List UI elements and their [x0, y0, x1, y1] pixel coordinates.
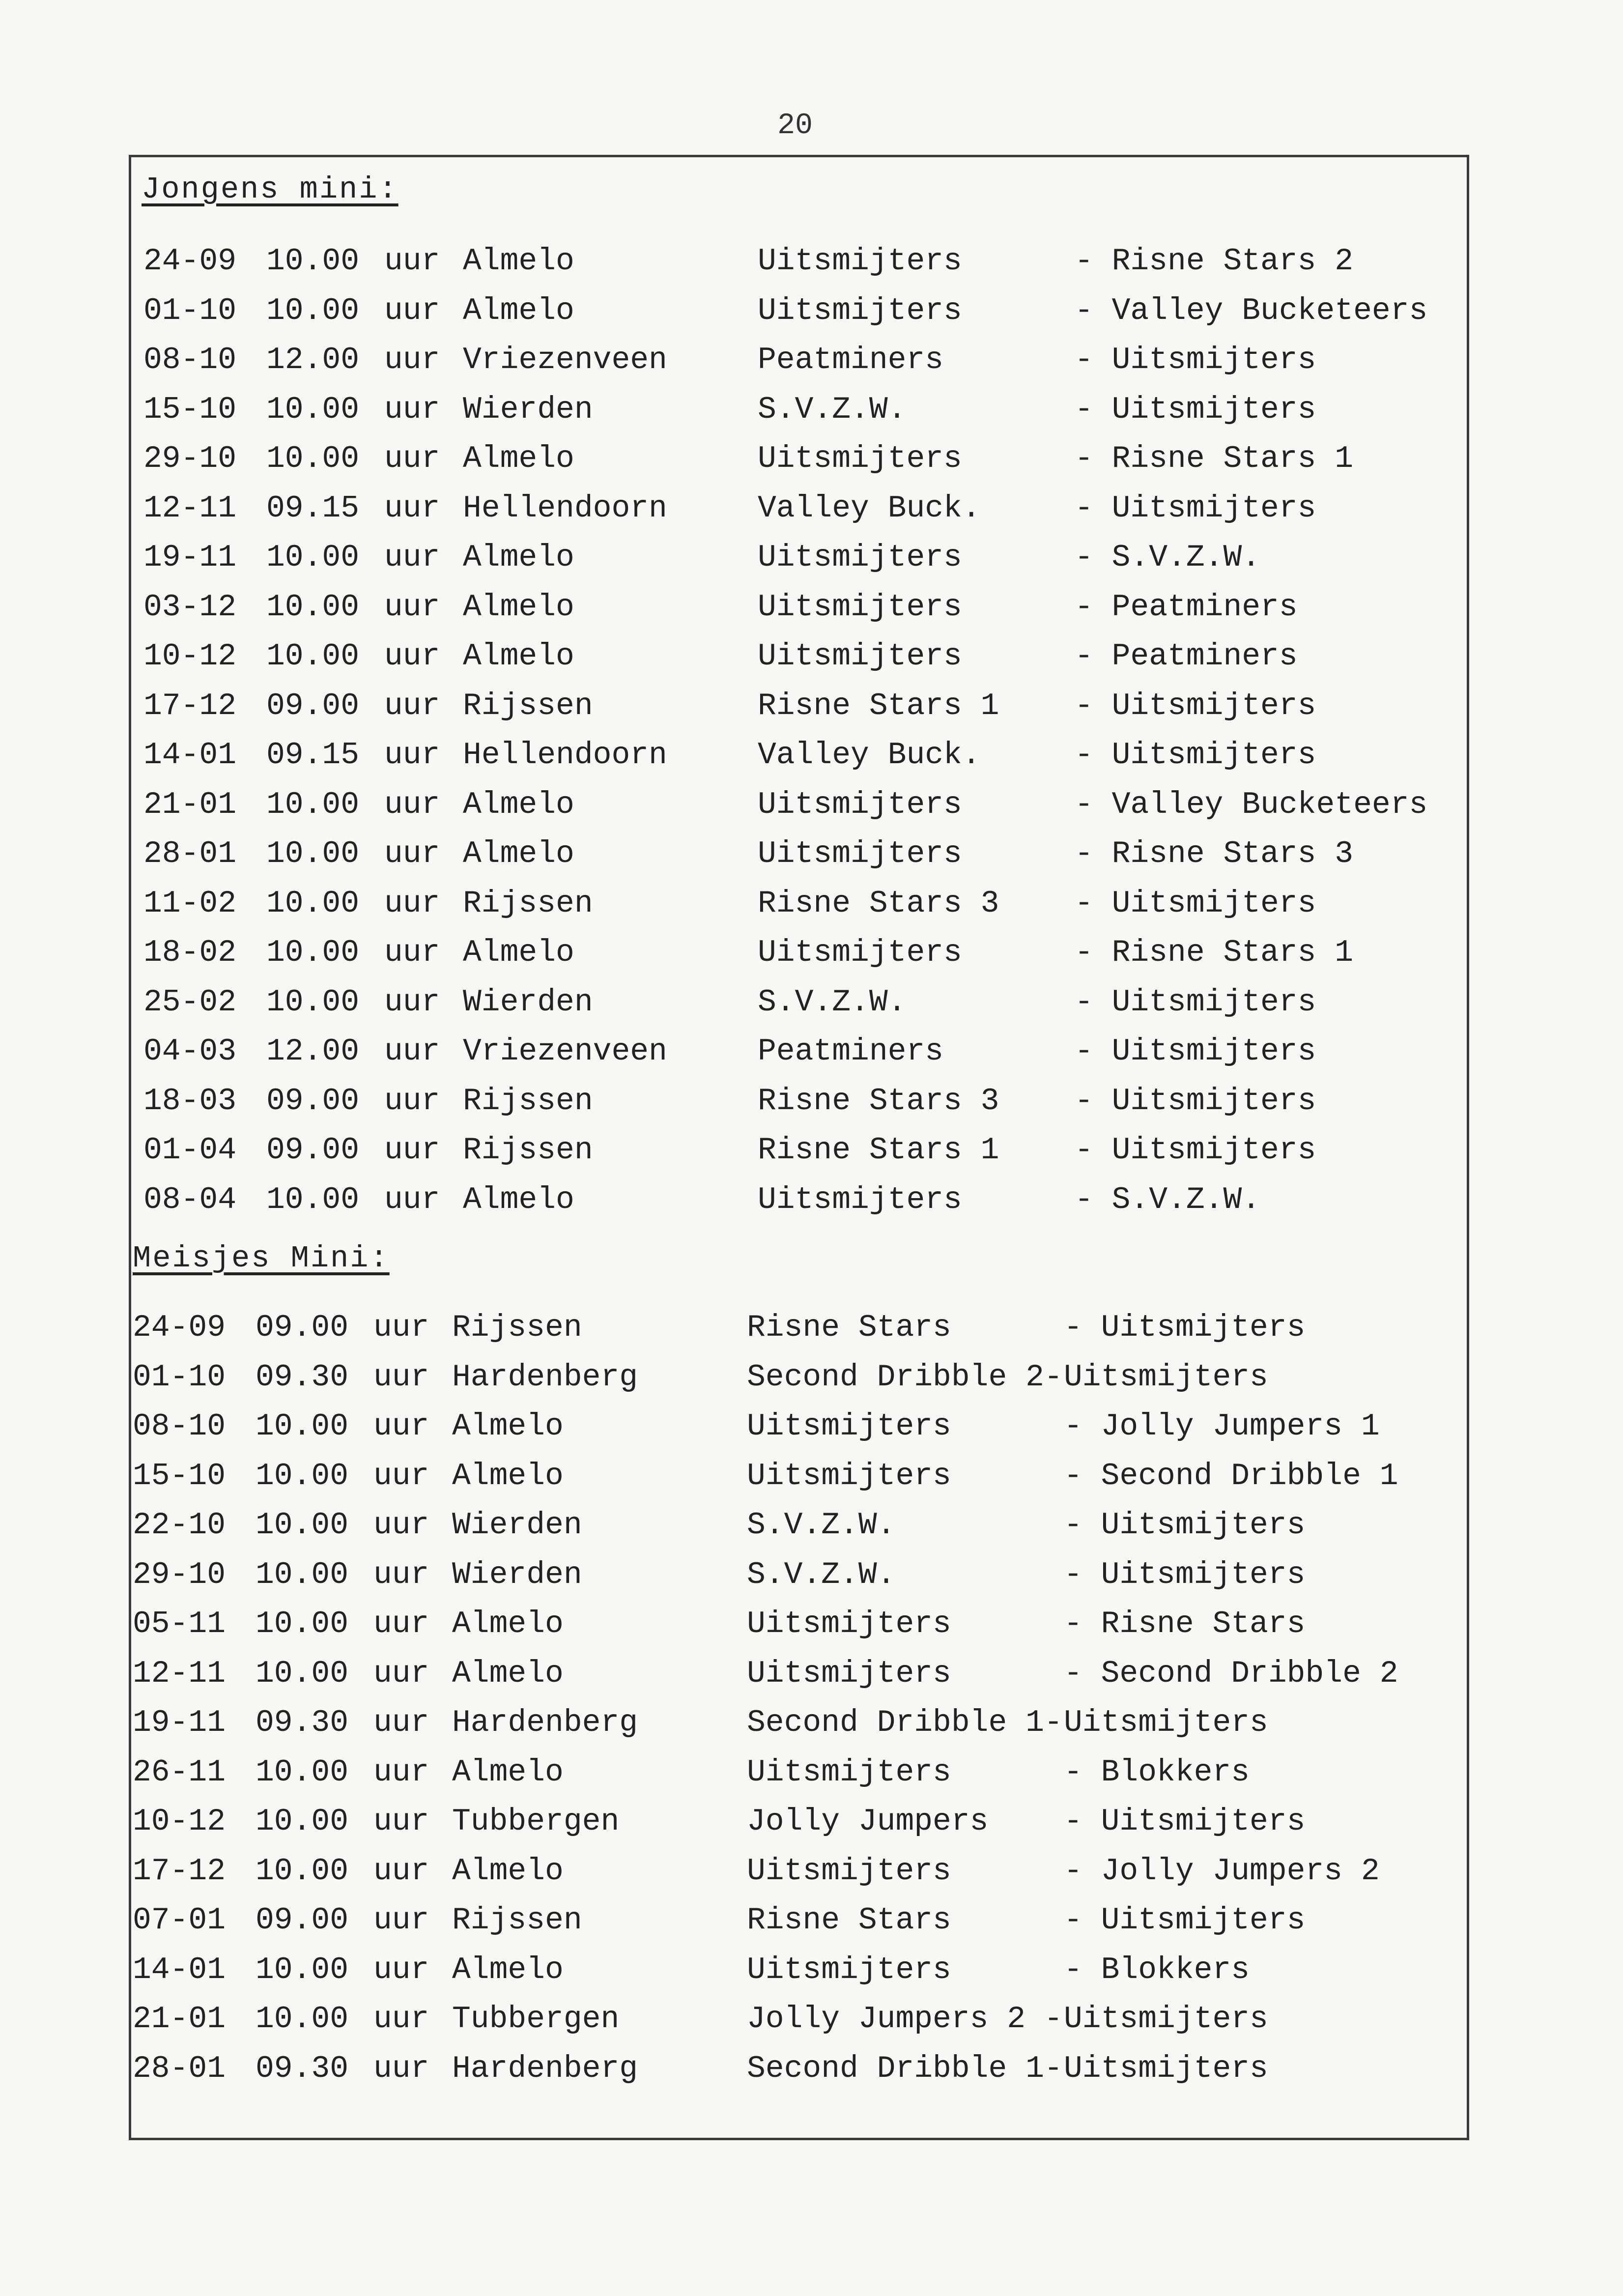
- match-uur: uur: [384, 738, 440, 773]
- match-date: 29-10: [133, 1557, 226, 1592]
- match-location: Vriezenveen: [463, 1034, 667, 1069]
- match-date: 24-09: [133, 1310, 226, 1345]
- match-away-team: - Jolly Jumpers 1: [1064, 1409, 1380, 1444]
- match-row: [143, 537, 1460, 578]
- match-time: 09.30: [256, 1705, 349, 1740]
- match-home-team: Uitsmijters: [758, 787, 962, 822]
- match-time: 09.00: [256, 1903, 349, 1938]
- match-uur: uur: [384, 787, 440, 822]
- match-row: [133, 1999, 1450, 2040]
- match-date: 10-12: [143, 639, 237, 674]
- match-home-team: Second Dribble 2-: [747, 1360, 1063, 1395]
- match-uur: uur: [373, 2002, 429, 2037]
- match-home-team: Risne Stars 1: [758, 689, 999, 723]
- match-location: Rijssen: [463, 689, 593, 723]
- match-date: 19-11: [143, 540, 237, 575]
- match-row: [143, 883, 1460, 924]
- match-time: 10.00: [266, 441, 360, 476]
- match-time: 10.00: [256, 1409, 349, 1444]
- match-away-team: - Uitsmijters: [1064, 1903, 1306, 1938]
- match-uur: uur: [373, 1409, 429, 1444]
- match-home-team: Jolly Jumpers: [747, 1804, 989, 1839]
- match-home-team: Uitsmijters: [758, 540, 962, 575]
- match-location: Rijssen: [452, 1903, 582, 1938]
- match-home-team: Uitsmijters: [758, 293, 962, 328]
- match-time: 09.15: [266, 491, 360, 526]
- match-time: 10.00: [266, 590, 360, 625]
- match-uur: uur: [384, 836, 440, 871]
- match-home-team: Uitsmijters: [747, 1755, 951, 1790]
- match-home-team: Uitsmijters: [758, 639, 962, 674]
- match-uur: uur: [384, 590, 440, 625]
- match-location: Wierden: [452, 1508, 582, 1543]
- match-row: [143, 1031, 1460, 1072]
- match-location: Hardenberg: [452, 1360, 638, 1395]
- match-row: [133, 1554, 1450, 1596]
- match-uur: uur: [373, 1607, 429, 1641]
- match-row: [133, 1456, 1450, 1497]
- match-home-team: Uitsmijters: [747, 1409, 951, 1444]
- match-time: 10.00: [266, 1182, 360, 1217]
- match-home-team: S.V.Z.W.: [747, 1557, 896, 1592]
- match-date: 22-10: [133, 1508, 226, 1543]
- match-time: 09.00: [266, 689, 360, 723]
- match-uur: uur: [384, 985, 440, 1020]
- match-uur: uur: [384, 540, 440, 575]
- match-uur: uur: [373, 1360, 429, 1395]
- match-away-team: - Uitsmijters: [1075, 343, 1316, 377]
- match-time: 10.00: [256, 1557, 349, 1592]
- match-uur: uur: [373, 1310, 429, 1345]
- match-away-team: - Valley Bucketeers: [1075, 787, 1428, 822]
- match-date: 12-11: [143, 491, 237, 526]
- match-home-team: Peatminers: [758, 1034, 944, 1069]
- match-time: 10.00: [256, 1607, 349, 1641]
- match-time: 10.00: [266, 392, 360, 427]
- match-uur: uur: [373, 1903, 429, 1938]
- match-away-team: - Risne Stars: [1064, 1607, 1306, 1641]
- match-time: 10.00: [266, 244, 360, 279]
- match-home-team: Risne Stars: [747, 1310, 951, 1345]
- match-date: 07-01: [133, 1903, 226, 1938]
- match-time: 10.00: [256, 1459, 349, 1493]
- match-away-team: - Second Dribble 1: [1064, 1459, 1398, 1493]
- section-title: Jongens mini:: [142, 172, 399, 207]
- match-location: Wierden: [452, 1557, 582, 1592]
- match-time: 10.00: [256, 1755, 349, 1790]
- match-away-team: - Uitsmijters: [1075, 886, 1316, 921]
- match-location: Almelo: [452, 1459, 564, 1493]
- match-uur: uur: [373, 1755, 429, 1790]
- match-location: Almelo: [452, 1854, 564, 1889]
- match-uur: uur: [384, 491, 440, 526]
- match-date: 28-01: [143, 836, 237, 871]
- match-row: [133, 1801, 1450, 1842]
- match-home-team: Peatminers: [758, 343, 944, 377]
- match-time: 10.00: [256, 1508, 349, 1543]
- match-uur: uur: [373, 1508, 429, 1543]
- match-location: Almelo: [452, 1409, 564, 1444]
- match-location: Almelo: [452, 1755, 564, 1790]
- match-time: 09.30: [256, 1360, 349, 1395]
- match-location: Rijssen: [463, 886, 593, 921]
- match-uur: uur: [373, 1705, 429, 1740]
- match-location: Almelo: [463, 836, 574, 871]
- match-away-team: - Risne Stars 1: [1075, 441, 1354, 476]
- match-home-team: Uitsmijters: [758, 935, 962, 970]
- match-time: 10.00: [256, 1804, 349, 1839]
- match-home-team: Risne Stars 3: [758, 1084, 999, 1119]
- match-row: [143, 735, 1460, 776]
- match-away-team: - Uitsmijters: [1075, 985, 1316, 1020]
- match-row: [143, 587, 1460, 628]
- match-location: Almelo: [463, 639, 574, 674]
- match-row: [133, 1357, 1450, 1398]
- match-location: Almelo: [452, 1952, 564, 1987]
- match-away-team: - Uitsmijters: [1064, 1310, 1306, 1345]
- match-home-team: Uitsmijters: [758, 441, 962, 476]
- match-away-team: - Blokkers: [1064, 1755, 1250, 1790]
- match-home-team: Uitsmijters: [747, 1656, 951, 1691]
- match-date: 08-10: [133, 1409, 226, 1444]
- match-uur: uur: [373, 1854, 429, 1889]
- match-home-team: S.V.Z.W.: [758, 392, 907, 427]
- match-location: Tubbergen: [452, 1804, 620, 1839]
- match-row: [133, 1950, 1450, 1991]
- match-date: 15-10: [133, 1459, 226, 1493]
- match-away-team: - Second Dribble 2: [1064, 1656, 1398, 1691]
- match-away-team: - Uitsmijters: [1064, 1557, 1306, 1592]
- match-away-team: - Uitsmijters: [1075, 491, 1316, 526]
- match-away-team: - Uitsmijters: [1075, 1034, 1316, 1069]
- match-time: 09.15: [266, 738, 360, 773]
- match-row: [143, 1179, 1460, 1221]
- match-away-team: - Peatminers: [1075, 590, 1298, 625]
- match-time: 10.00: [266, 639, 360, 674]
- match-uur: uur: [384, 441, 440, 476]
- match-location: Wierden: [463, 392, 593, 427]
- match-away-team: - Uitsmijters: [1075, 689, 1316, 723]
- match-row: [133, 1752, 1450, 1793]
- match-row: [133, 2048, 1450, 2090]
- match-home-team: Uitsmijters: [747, 1952, 951, 1987]
- match-location: Hellendoorn: [463, 491, 667, 526]
- match-home-team: S.V.Z.W.: [758, 985, 907, 1020]
- page-number: 20: [777, 109, 813, 143]
- match-uur: uur: [373, 1459, 429, 1493]
- match-location: Almelo: [452, 1607, 564, 1641]
- match-row: [143, 784, 1460, 826]
- match-location: Rijssen: [463, 1133, 593, 1168]
- match-location: Hardenberg: [452, 1705, 638, 1740]
- match-away-team: Uitsmijters: [1064, 1705, 1268, 1740]
- match-away-team: Uitsmijters: [1064, 2051, 1268, 2086]
- match-time: 09.30: [256, 2051, 349, 2086]
- match-away-team: - S.V.Z.W.: [1075, 1182, 1261, 1217]
- match-row: [143, 1081, 1460, 1122]
- match-row: [143, 636, 1460, 677]
- match-away-team: - Uitsmijters: [1075, 1084, 1316, 1119]
- match-away-team: - S.V.Z.W.: [1075, 540, 1261, 575]
- match-date: 11-02: [143, 886, 237, 921]
- match-location: Almelo: [463, 441, 574, 476]
- match-away-team: - Risne Stars 1: [1075, 935, 1354, 970]
- match-date: 01-10: [143, 293, 237, 328]
- match-uur: uur: [384, 293, 440, 328]
- match-location: Almelo: [452, 1656, 564, 1691]
- match-away-team: - Peatminers: [1075, 639, 1298, 674]
- match-uur: uur: [384, 1084, 440, 1119]
- match-uur: uur: [373, 2051, 429, 2086]
- match-home-team: Risne Stars 3: [758, 886, 999, 921]
- match-time: 09.00: [266, 1084, 360, 1119]
- match-away-team: Uitsmijters: [1064, 2002, 1268, 2037]
- match-uur: uur: [384, 935, 440, 970]
- match-time: 10.00: [266, 540, 360, 575]
- match-row: [133, 1702, 1450, 1744]
- match-away-team: - Risne Stars 2: [1075, 244, 1354, 279]
- match-date: 14-01: [143, 738, 237, 773]
- match-date: 15-10: [143, 392, 237, 427]
- match-location: Hardenberg: [452, 2051, 638, 2086]
- match-date: 05-11: [133, 1607, 226, 1641]
- match-time: 10.00: [266, 293, 360, 328]
- match-date: 19-11: [133, 1705, 226, 1740]
- match-date: 29-10: [143, 441, 237, 476]
- match-away-team: - Uitsmijters: [1064, 1804, 1306, 1839]
- match-date: 17-12: [143, 689, 237, 723]
- match-away-team: - Uitsmijters: [1075, 738, 1316, 773]
- match-row: [143, 241, 1460, 282]
- match-time: 10.00: [266, 886, 360, 921]
- match-date: 18-03: [143, 1084, 237, 1119]
- match-location: Almelo: [463, 244, 574, 279]
- match-location: Tubbergen: [452, 2002, 620, 2037]
- match-uur: uur: [384, 244, 440, 279]
- match-row: [133, 1900, 1450, 1941]
- match-uur: uur: [384, 886, 440, 921]
- match-away-team: - Risne Stars 3: [1075, 836, 1354, 871]
- match-date: 12-11: [133, 1656, 226, 1691]
- match-time: 09.00: [266, 1133, 360, 1168]
- match-uur: uur: [384, 392, 440, 427]
- match-away-team: - Uitsmijters: [1075, 1133, 1316, 1168]
- match-row: [133, 1851, 1450, 1892]
- match-home-team: Second Dribble 1-: [747, 2051, 1063, 2086]
- match-row: [143, 982, 1460, 1023]
- match-home-team: Jolly Jumpers 2 -: [747, 2002, 1063, 2037]
- match-row: [133, 1604, 1450, 1645]
- match-location: Hellendoorn: [463, 738, 667, 773]
- match-date: 17-12: [133, 1854, 226, 1889]
- match-away-team: - Uitsmijters: [1075, 392, 1316, 427]
- match-home-team: Uitsmijters: [747, 1607, 951, 1641]
- match-row: [133, 1406, 1450, 1447]
- match-home-team: Uitsmijters: [758, 1182, 962, 1217]
- match-date: 08-10: [143, 343, 237, 377]
- match-uur: uur: [384, 1034, 440, 1069]
- match-location: Wierden: [463, 985, 593, 1020]
- match-location: Almelo: [463, 935, 574, 970]
- match-home-team: Uitsmijters: [747, 1459, 951, 1493]
- match-date: 25-02: [143, 985, 237, 1020]
- match-location: Rijssen: [463, 1084, 593, 1119]
- match-date: 04-03: [143, 1034, 237, 1069]
- match-row: [143, 290, 1460, 332]
- match-row: [143, 833, 1460, 875]
- match-away-team: Uitsmijters: [1064, 1360, 1268, 1395]
- match-uur: uur: [373, 1804, 429, 1839]
- match-time: 12.00: [266, 343, 360, 377]
- match-home-team: Uitsmijters: [758, 244, 962, 279]
- match-home-team: Uitsmijters: [758, 590, 962, 625]
- match-time: 10.00: [256, 1952, 349, 1987]
- match-row: [143, 932, 1460, 974]
- match-date: 08-04: [143, 1182, 237, 1217]
- match-time: 10.00: [266, 836, 360, 871]
- match-location: Rijssen: [452, 1310, 582, 1345]
- match-location: Almelo: [463, 590, 574, 625]
- match-uur: uur: [373, 1952, 429, 1987]
- match-time: 09.00: [256, 1310, 349, 1345]
- match-location: Almelo: [463, 540, 574, 575]
- match-uur: uur: [384, 343, 440, 377]
- section-title: Meisjes Mini:: [133, 1241, 390, 1276]
- match-away-team: - Jolly Jumpers 2: [1064, 1854, 1380, 1889]
- match-home-team: Valley Buck.: [758, 738, 981, 773]
- match-home-team: Second Dribble 1-: [747, 1705, 1063, 1740]
- match-date: 01-04: [143, 1133, 237, 1168]
- match-date: 10-12: [133, 1804, 226, 1839]
- match-date: 28-01: [133, 2051, 226, 2086]
- match-row: [133, 1653, 1450, 1694]
- match-location: Almelo: [463, 293, 574, 328]
- match-row: [143, 340, 1460, 381]
- match-away-team: - Blokkers: [1064, 1952, 1250, 1987]
- match-time: 10.00: [266, 787, 360, 822]
- match-row: [143, 438, 1460, 480]
- match-row: [133, 1505, 1450, 1546]
- match-date: 24-09: [143, 244, 237, 279]
- match-date: 21-01: [133, 2002, 226, 2037]
- match-time: 10.00: [266, 935, 360, 970]
- match-date: 01-10: [133, 1360, 226, 1395]
- match-home-team: Uitsmijters: [747, 1854, 951, 1889]
- match-home-team: Uitsmijters: [758, 836, 962, 871]
- match-uur: uur: [384, 689, 440, 723]
- match-time: 10.00: [256, 2002, 349, 2037]
- match-away-team: - Uitsmijters: [1064, 1508, 1306, 1543]
- match-home-team: Risne Stars 1: [758, 1133, 999, 1168]
- match-uur: uur: [373, 1557, 429, 1592]
- match-home-team: Risne Stars: [747, 1903, 951, 1938]
- match-uur: uur: [384, 1133, 440, 1168]
- match-row: [143, 488, 1460, 529]
- match-date: 03-12: [143, 590, 237, 625]
- match-away-team: - Valley Bucketeers: [1075, 293, 1428, 328]
- match-row: [143, 389, 1460, 430]
- match-location: Almelo: [463, 787, 574, 822]
- match-time: 10.00: [266, 985, 360, 1020]
- match-uur: uur: [384, 1182, 440, 1217]
- match-home-team: S.V.Z.W.: [747, 1508, 896, 1543]
- match-location: Almelo: [463, 1182, 574, 1217]
- match-date: 26-11: [133, 1755, 226, 1790]
- match-uur: uur: [384, 639, 440, 674]
- match-home-team: Valley Buck.: [758, 491, 981, 526]
- match-date: 14-01: [133, 1952, 226, 1987]
- match-time: 10.00: [256, 1656, 349, 1691]
- match-time: 12.00: [266, 1034, 360, 1069]
- match-row: [133, 1307, 1450, 1349]
- match-uur: uur: [373, 1656, 429, 1691]
- match-row: [143, 1130, 1460, 1171]
- match-row: [143, 686, 1460, 727]
- match-date: 18-02: [143, 935, 237, 970]
- match-time: 10.00: [256, 1854, 349, 1889]
- match-date: 21-01: [143, 787, 237, 822]
- match-location: Vriezenveen: [463, 343, 667, 377]
